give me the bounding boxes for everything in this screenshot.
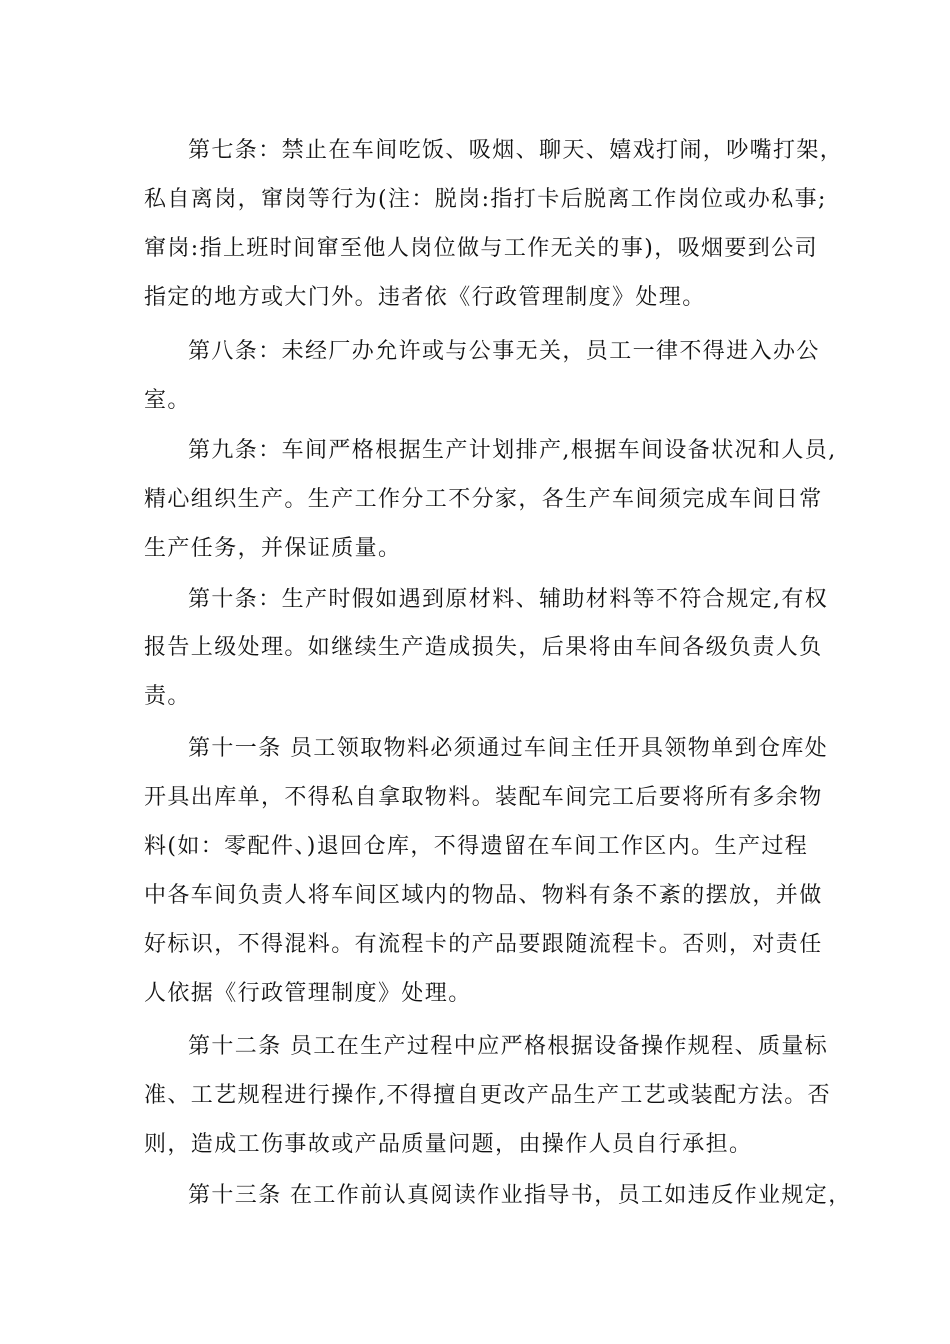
text-line: 精心组织生产。生产工作分工不分家，各生产车间须完成车间日常 — [144, 487, 823, 512]
text-line: 开具出库单，不得私自拿取物料。装配车间完工后要将所有多余物 — [144, 785, 823, 810]
text-line: 第七条：禁止在车间吃饭、吸烟、聊天、嬉戏打闹，吵嘴打架， — [188, 138, 844, 163]
text-line: 中各车间负责人将车间区域内的物品、物料有条不紊的摆放，并做 — [144, 883, 823, 908]
text-line: 窜岗:指上班时间窜至他人岗位做与工作无关的事)，吸烟要到公司 — [144, 236, 818, 261]
text-line: 第十二条 员工在生产过程中应严格根据设备操作规程、质量标 — [188, 1034, 829, 1059]
text-line: 准、工艺规程进行操作,不得擅自更改产品生产工艺或装配方法。否 — [144, 1083, 831, 1108]
text-line: 人依据《行政管理制度》处理。 — [144, 981, 472, 1006]
text-line: 好标识，不得混料。有流程卡的产品要跟随流程卡。否则，对责任 — [144, 932, 823, 957]
text-line: 料(如：零配件、)退回仓库，不得遗留在车间工作区内。生产过程 — [144, 834, 809, 859]
text-line: 室。 — [144, 388, 191, 413]
text-line: 第八条：未经厂办允许或与公事无关，员工一律不得进入办公 — [188, 339, 820, 364]
text-line: 生产任务，并保证质量。 — [144, 536, 402, 561]
text-line: 责。 — [144, 684, 191, 709]
text-line: 指定的地方或大门外。违者依《行政管理制度》处理。 — [144, 285, 706, 310]
text-line: 报告上级处理。如继续生产造成损失，后果将由车间各级负责人负 — [144, 635, 823, 660]
text-line: 第十三条 在工作前认真阅读作业指导书，员工如违反作业规定， — [188, 1183, 852, 1208]
text-line: 第九条：车间严格根据生产计划排产,根据车间设备状况和人员, — [188, 438, 837, 463]
text-line: 则，造成工伤事故或产品质量问题，由操作人员自行承担。 — [144, 1132, 753, 1157]
text-line: 第十一条 员工领取物料必须通过车间主任开具领物单到仓库处 — [188, 736, 829, 761]
text-line: 第十条：生产时假如遇到原材料、辅助材料等不符合规定,有权 — [188, 587, 829, 612]
text-line: 私自离岗，窜岗等行为(注：脱岗:指打卡后脱离工作岗位或办私事; — [144, 187, 827, 212]
